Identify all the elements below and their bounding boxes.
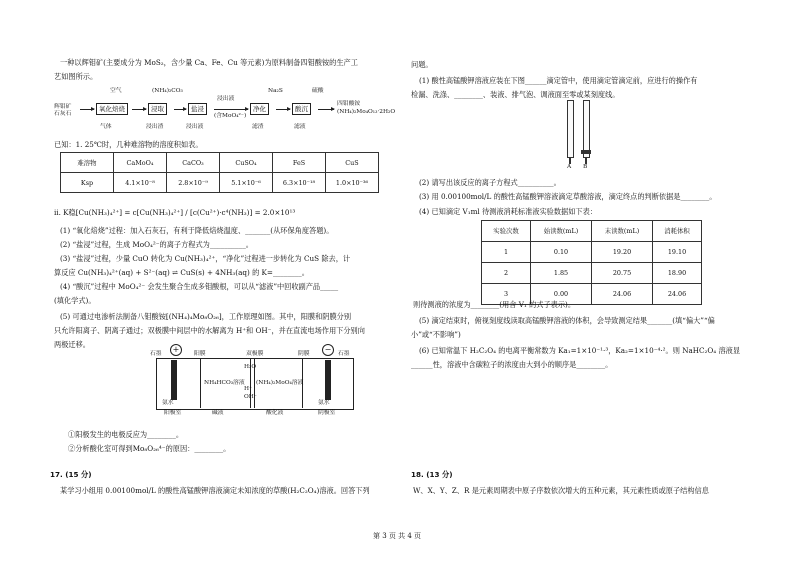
flow-under-4: 滤渣 <box>252 124 264 130</box>
electrodialysis-diagram <box>150 344 360 420</box>
r-question-5-a: (5) 滴定结束时，俯视刻度线读取高锰酸钾溶液的体积，会导致测定结果_______(填“偏大”“偏 <box>419 316 715 325</box>
question-2: (2) “盐浸”过程，生成 MoO₄²⁻的离子方程式为__________。 <box>60 240 253 249</box>
question-1: (1) “氧化焙烧”过程：加入石灰石，有利于降低焙烧温度、_______(从环保角度答题)。 <box>60 226 334 235</box>
process-flow-diagram <box>54 86 404 138</box>
ksp-row-label: Ksp <box>61 173 114 193</box>
titration-cell: 19.20 <box>592 242 653 263</box>
titration-header-cell: 消耗体积 <box>653 221 702 242</box>
ammonia-left: 氨水 <box>162 400 174 406</box>
cathode-electrode <box>325 360 331 400</box>
ksp-table <box>60 152 379 193</box>
titration-cell: 18.90 <box>653 263 702 284</box>
known-2: ii. K稳[Cu(NH₃)₄²⁺] = c[Cu(NH₃)₄²⁺] / [c(Cu²⁺)·c⁴(NH₃)] = 2.0×10¹³ <box>54 208 296 217</box>
flow-under-5: 滤液 <box>294 124 306 130</box>
flow-nh4co3: (NH₄)₂CO₃ <box>152 88 183 94</box>
titration-table-row <box>482 263 702 284</box>
flow-acid: 硫酸 <box>312 88 324 94</box>
question-5-a: (5) 可通过电渗析法制备八钼酸铵[(NH₄)₄Mo₈O₂₆]，工作原理如图。其中，阳膜和阴膜分别 <box>60 312 352 321</box>
titration-cell: 1 <box>482 242 531 263</box>
flow-na2s: Na₂S <box>268 88 283 94</box>
flow-input-2: 石灰石 <box>54 111 72 117</box>
r-question-6-a: (6) 已知常温下 H₂C₂O₄ 的电离平衡常数为 Ka₁=1×10⁻¹·³，Ka₂=1×10⁻⁴·²。则 NaHC₂O₄ 溶液显 <box>419 346 741 355</box>
cathode-terminal: − <box>322 344 334 356</box>
ksp-cell: 5.1×10⁻⁶ <box>220 173 273 193</box>
membrane-label-3: 阴膜 <box>298 351 310 357</box>
r-question-5-b: 小”或“不影响”) <box>411 330 461 339</box>
ksp-header-cell: 难溶物 <box>61 153 114 173</box>
ksp-table-row <box>61 173 379 193</box>
flow-step-4: 净化 <box>250 103 269 115</box>
question-5-1: ①阳极发生的电极反应为________。 <box>68 430 184 439</box>
question-4-a: (4) “酸沉”过程中 MoO₄²⁻ 会发生聚合生成多钼酸根，可以从“滤液”中回收副产品_____ <box>60 282 339 291</box>
burette-a <box>567 100 574 158</box>
ksp-header-cell: FeS <box>273 153 326 173</box>
flow-mid-2: (含MoO₄²⁻) <box>214 113 247 119</box>
anode-electrode <box>171 360 177 400</box>
ksp-header-cell: CaMoO₄ <box>114 153 167 173</box>
membrane-label-1: 阳膜 <box>194 351 206 357</box>
page-footer: 第 3 页 共 4 页 <box>372 532 422 540</box>
question-5-c: 两极迁移。 <box>54 340 90 349</box>
continued-text: 问题。 <box>411 60 433 69</box>
titration-header-cell: 实验次数 <box>482 221 531 242</box>
flow-product-2: (NH₄)₂Mo₄O₁₃·2H₂O <box>337 109 396 115</box>
bottom-label-2: 碱液 <box>212 410 224 416</box>
ksp-header-cell: CaCO₃ <box>167 153 220 173</box>
question-17-text: 某学习小组用 0.00100mol/L 的酸性高锰酸钾溶液滴定未知浓度的草酸(H₂C₂O₄)溶液。回答下列 <box>60 486 370 495</box>
question-5-b: 只允许阳离子、阴离子通过；双极膜中间层中的水解离为 H⁺和 OH⁻，并在直流电场作用下分别向 <box>54 326 365 335</box>
graphite-left: 石墨 <box>150 351 162 357</box>
burette-label-a: A <box>567 164 572 170</box>
membrane-label-2: 双极膜 <box>246 351 264 357</box>
ksp-table-header <box>61 153 379 173</box>
r-question-1-b: 检漏、洗涤、________、装液、排气泡、调液面至零或某刻度线。 <box>411 90 620 99</box>
titration-table-header <box>482 221 702 242</box>
titration-cell: 0.10 <box>531 242 592 263</box>
titration-cell: 19.10 <box>653 242 702 263</box>
question-3-a: (3) “盐浸”过程，少量 CuO 转化为 Cu(NH₃)₄²⁺，“净化”过程进一步转化为 CuS 除去，计 <box>60 254 351 263</box>
flow-mid-1: 浸出液 <box>217 96 235 102</box>
titration-header-cell: 始读数(mL) <box>531 221 592 242</box>
titration-cell: 20.75 <box>592 263 653 284</box>
ksp-cell: 4.1×10⁻⁸ <box>114 173 167 193</box>
flow-step-1: 氧化焙烧 <box>96 103 128 115</box>
question-18-heading: 18. (13 分) <box>411 470 453 479</box>
titration-cell: 2 <box>482 263 531 284</box>
graphite-right: 石墨 <box>338 351 350 357</box>
titration-table <box>481 220 702 305</box>
flow-product-1: 四钼酸铵 <box>337 101 361 107</box>
r-question-4-b: 则待测液的浓度为________(用含 V₁ 的式子表示)。 <box>413 300 576 309</box>
burette-b-stopcock <box>581 150 591 154</box>
r-question-6-b: ______性，溶液中含碳粒子的浓度由大到小的顺序是________。 <box>411 360 613 369</box>
titration-cell: 1.85 <box>531 263 592 284</box>
chamber-solution-1: NH₄HCO₃溶液 <box>204 380 245 386</box>
titration-header-cell: 末读数(mL) <box>592 221 653 242</box>
r-question-3: (3) 用 0.00100mol/L 的酸性高锰酸钾溶液滴定草酸溶液，滴定终点的判断依据是________。 <box>419 192 717 201</box>
flow-arrow <box>174 109 186 110</box>
question-3-b: 算反应 Cu(NH₃)₄²⁺(aq) + S²⁻(aq) ⇌ CuS(s) + 4NH₃(aq) 的 K=________。 <box>54 268 309 277</box>
flow-under-3: 浸出液 <box>186 124 204 130</box>
ammonia-right: 氨水 <box>318 400 330 406</box>
flow-step-3: 盐浸 <box>188 103 207 115</box>
flow-under-2: 浸出渣 <box>146 124 164 130</box>
titration-cell: 24.06 <box>592 284 653 305</box>
question-18-text: W、X、Y、Z、R 是元素周期表中原子序数依次增大的五种元素，其元素性质或原子结构信息 <box>413 486 709 495</box>
flow-arrow <box>276 109 290 110</box>
ksp-cell: 2.8×10⁻⁹ <box>167 173 220 193</box>
burette-figure <box>561 100 601 172</box>
question-5-2: ②分析酸化室可得到Mo₈O₂₆⁴⁻的原因：________。 <box>68 444 231 453</box>
flow-air: 空气 <box>110 88 122 94</box>
bottom-label-1: 阳极室 <box>164 410 182 416</box>
titration-cell: 24.06 <box>653 284 702 305</box>
intro-line-1: 一种以辉钼矿(主要成分为 MoS₂，含少量 Ca、Fe、Cu 等元素)为原料制备四钼酸铵的生产工 <box>60 58 358 67</box>
flow-arrow <box>318 109 334 110</box>
intro-line-2: 艺如图所示。 <box>54 72 98 81</box>
question-17-heading: 17. (15 分) <box>50 470 92 479</box>
ksp-cell: 6.3×10⁻¹⁸ <box>273 173 326 193</box>
ksp-header-cell: CuSO₄ <box>220 153 273 173</box>
chamber-solution-2: (NH₄)₂MoO₄溶液 <box>256 380 304 386</box>
hplus-label: H⁺ <box>244 386 253 392</box>
known-1: 已知：1. 25℃时，几种难溶物的溶度积如表。 <box>54 140 203 149</box>
flow-arrow <box>80 109 94 110</box>
r-question-2: (2) 请写出该反应的离子方程式__________。 <box>419 178 561 187</box>
cation-membrane <box>200 358 201 408</box>
burette-label-b: B <box>583 164 588 170</box>
flow-arrow <box>132 109 146 110</box>
flow-input-1: 辉钼矿 <box>54 104 72 110</box>
titration-cell: 3 <box>482 284 531 305</box>
ksp-header-cell: CuS <box>326 153 379 173</box>
water-label: H₂O <box>244 364 257 370</box>
ksp-cell: 1.0×10⁻³⁶ <box>326 173 379 193</box>
r-question-4: (4) 已知滴定 V₁ml 待测液消耗标准液实验数据如下表： <box>419 207 597 216</box>
bottom-label-3: 酸化液 <box>266 410 284 416</box>
flow-under-1: 气体 <box>100 124 112 130</box>
anode-terminal: + <box>170 344 182 356</box>
titration-table-row <box>482 242 702 263</box>
bottom-label-4: 阴极室 <box>318 410 336 416</box>
titration-cell: 0.00 <box>531 284 592 305</box>
r-question-1-a: (1) 酸性高锰酸钾溶液应装在下图______滴定管中，使用滴定管滴定前，应进行的操作有 <box>419 76 698 85</box>
oh-label: OH⁻ <box>244 394 257 400</box>
flow-step-5: 酸沉 <box>292 103 311 115</box>
flow-arrow <box>214 109 248 110</box>
flow-step-2: 浸取 <box>148 103 167 115</box>
question-4-b: (填化学式)。 <box>54 296 96 305</box>
